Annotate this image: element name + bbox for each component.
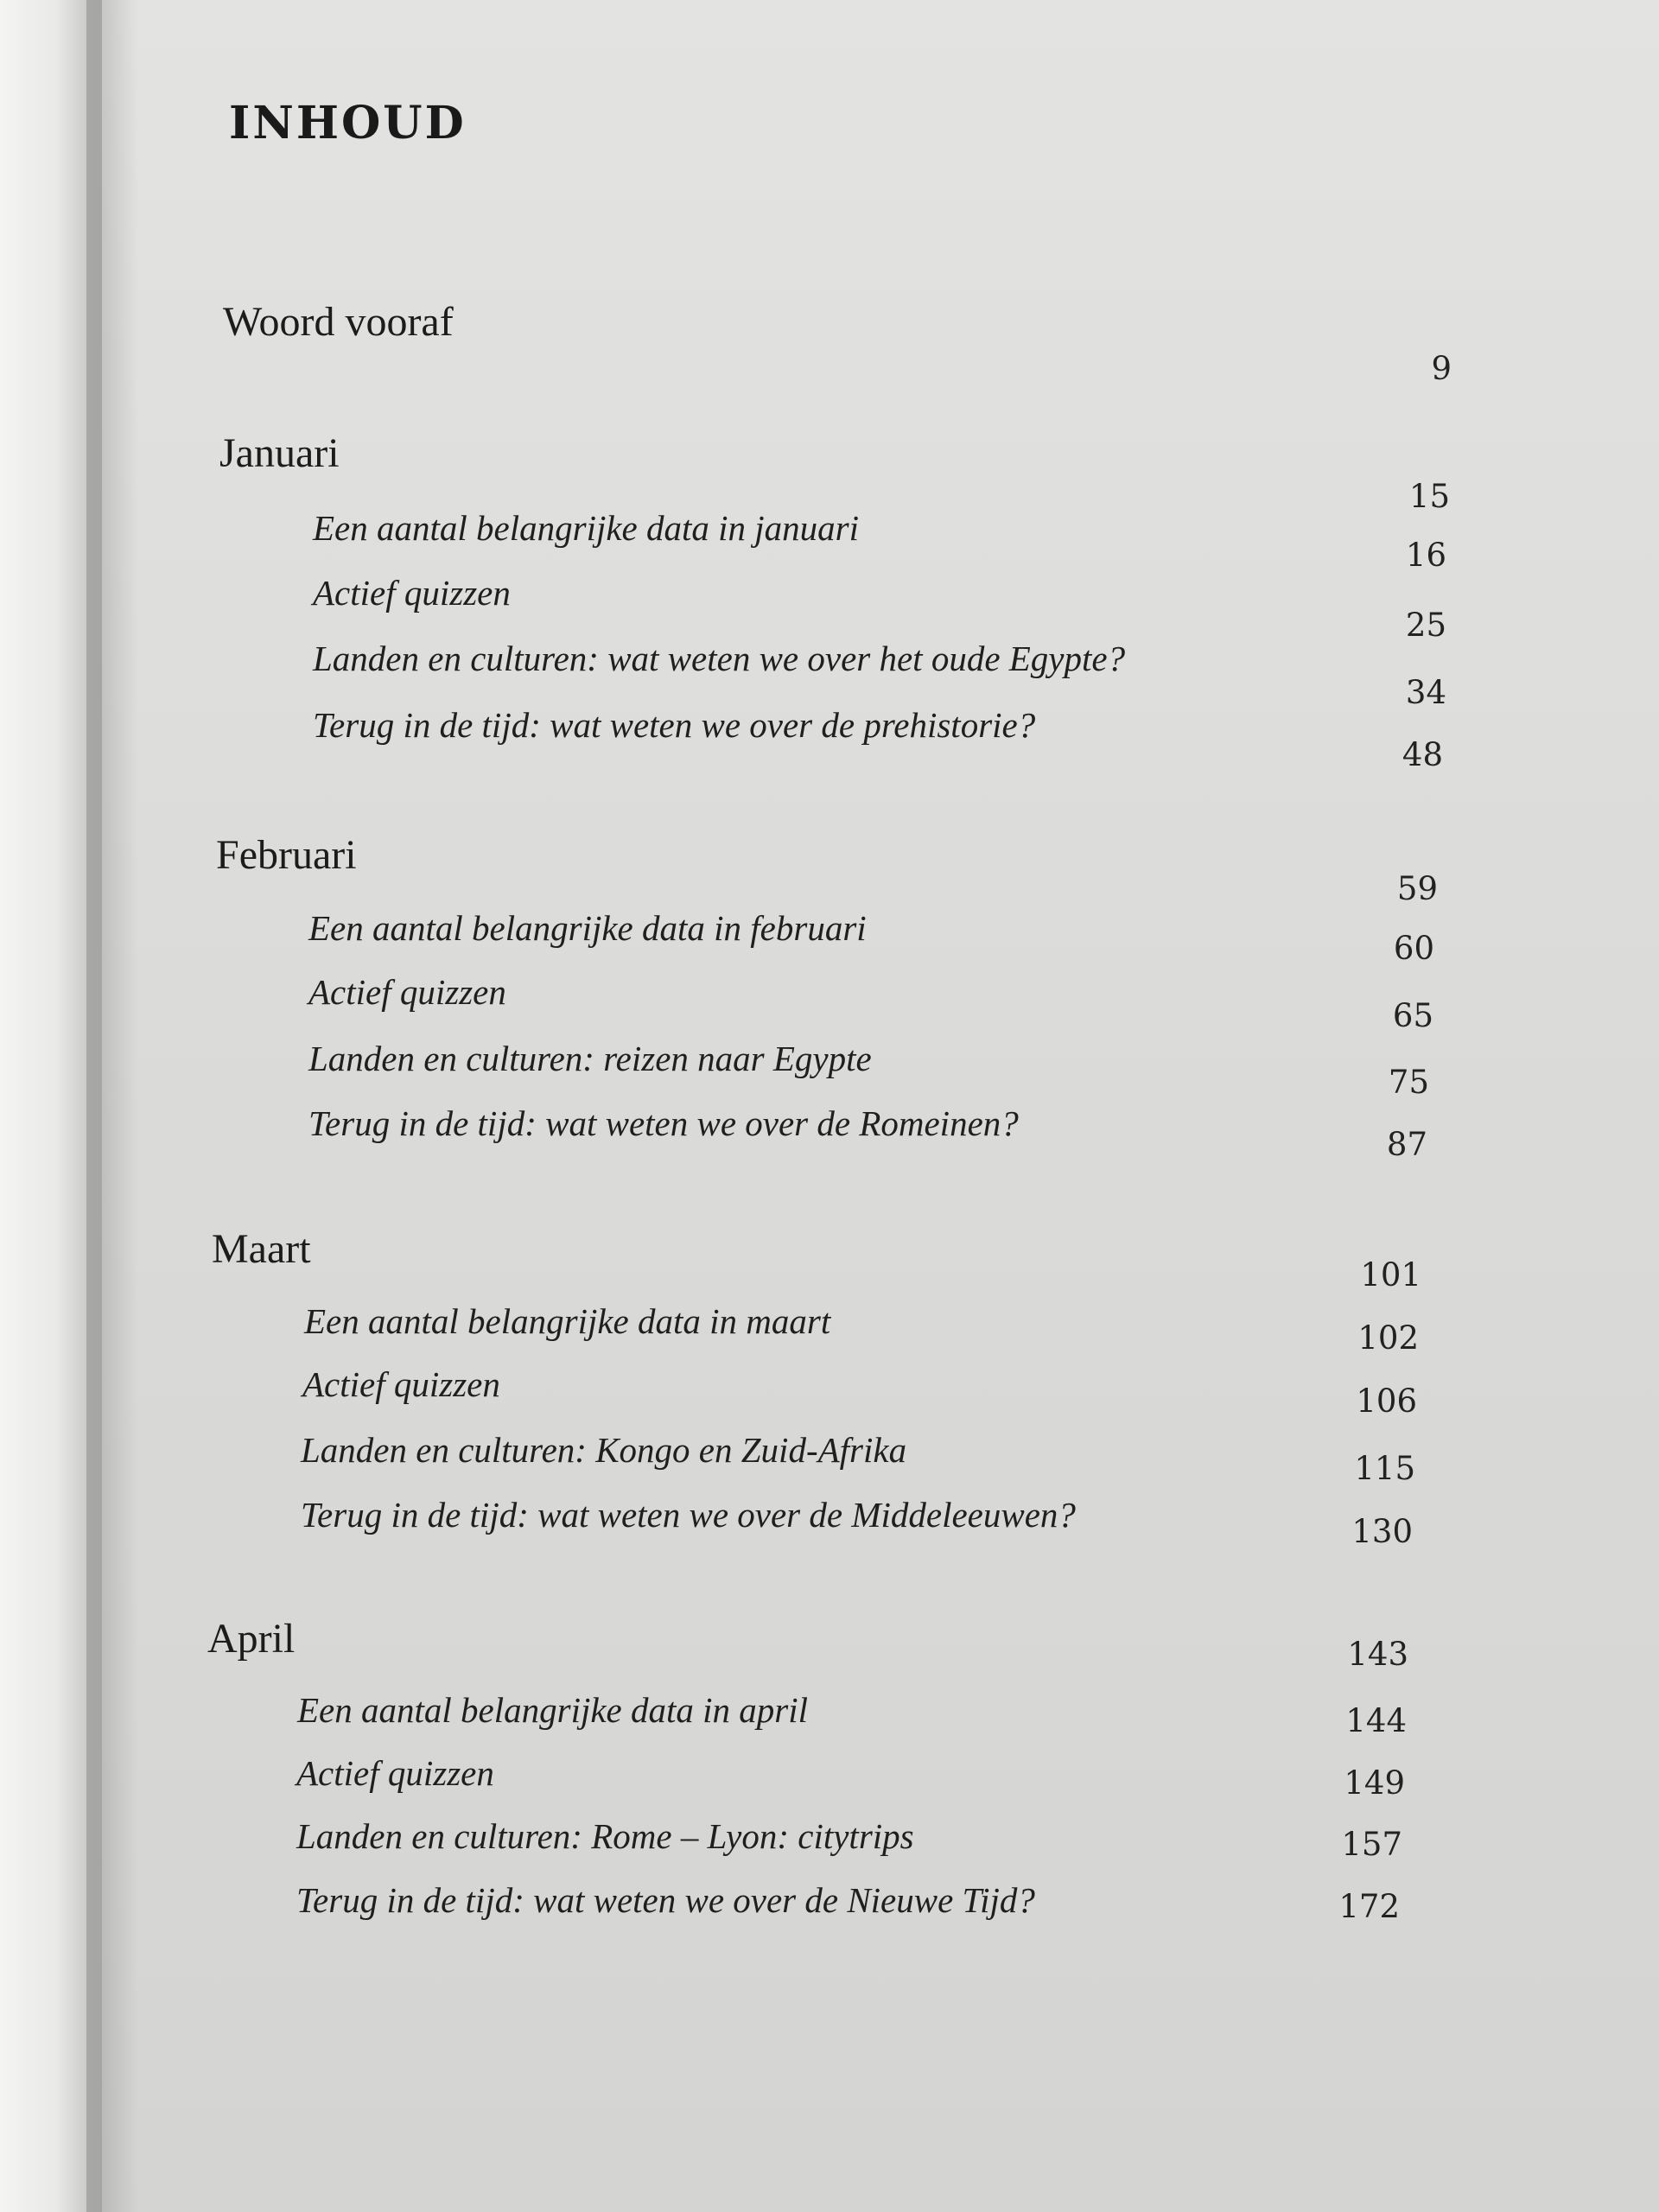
toc-entry-page: 102 — [1357, 1319, 1419, 1357]
toc-entry — [296, 1752, 1405, 1804]
toc-entry — [302, 1363, 1417, 1420]
toc-entry-title: Terug in de tijd: wat weten we over de Nieuwe Tijd? — [296, 1880, 1035, 1920]
toc-entry — [308, 907, 1434, 967]
toc-entry-title: Een aantal belangrijke data in januari — [313, 508, 860, 548]
toc-entry — [296, 1815, 1402, 1867]
toc-entry-page: 144 — [1345, 1702, 1407, 1739]
toc-entry-title: Terug in de tijd: wat weten we over de Romeinen? — [308, 1103, 1019, 1143]
toc-entry-page: 172 — [1338, 1888, 1400, 1925]
toc-entry — [313, 572, 1446, 644]
toc-entry-title: Landen en culturen: reizen naar Egypte — [308, 1039, 872, 1078]
toc-entry-page: 106 — [1356, 1382, 1417, 1420]
toc-section-title: April — [207, 1616, 296, 1662]
toc-section-maart — [212, 1225, 1421, 1294]
toc-entry — [313, 507, 1446, 574]
toc-entry-title: Landen en culturen: Rome – Lyon: citytrips — [296, 1816, 914, 1856]
toc-entry-page: 149 — [1344, 1764, 1405, 1802]
toc-section-page: 15 — [1408, 478, 1450, 515]
toc-entry — [308, 1038, 1429, 1101]
toc-entry-title: Landen en culturen: Kongo en Zuid-Afrika — [301, 1430, 907, 1470]
toc-section-april — [207, 1615, 1408, 1673]
toc-entry — [308, 1103, 1427, 1163]
toc-entry-title: Actief quizzen — [313, 573, 511, 613]
toc-entry-title: Terug in de tijd: wat weten we over de Middeleeuwen? — [301, 1495, 1076, 1535]
toc-section-title: Maart — [212, 1226, 311, 1272]
toc-foreword — [223, 298, 1452, 387]
toc-entry-page: 87 — [1386, 1126, 1427, 1163]
toc-entry-page: 48 — [1402, 736, 1443, 773]
toc-entry — [296, 1879, 1400, 1931]
toc-entry-title: Actief quizzen — [296, 1753, 494, 1793]
toc-entry-title: Een aantal belangrijke data in maart — [304, 1301, 831, 1341]
toc-entry — [301, 1494, 1413, 1550]
toc-entry-page: 65 — [1392, 997, 1433, 1034]
toc-entry-page: 25 — [1405, 607, 1446, 644]
toc-section-februari — [216, 831, 1438, 907]
toc-entry-page: 60 — [1393, 930, 1434, 967]
toc-entry — [308, 971, 1433, 1034]
toc-section-title: Februari — [216, 832, 357, 878]
toc-entry-title: Een aantal belangrijke data in februari — [308, 908, 867, 948]
toc-entry-page: 115 — [1354, 1450, 1415, 1487]
toc-entry-title: Een aantal belangrijke data in april — [297, 1690, 809, 1730]
toc-entry — [301, 1429, 1415, 1487]
toc-entry-page: 75 — [1388, 1064, 1429, 1101]
toc-section-title: Januari — [219, 430, 340, 476]
page-gutter-shadow — [86, 0, 138, 2212]
toc-entry — [313, 704, 1443, 773]
toc-section-page: 101 — [1360, 1256, 1421, 1294]
toc-entry-title: Landen en culturen: wat weten we over het oude Egypte? — [313, 639, 1126, 678]
toc-entry-page: 16 — [1405, 537, 1446, 574]
toc-entry — [313, 638, 1446, 711]
toc-section-januari — [219, 429, 1450, 515]
toc-foreword-title: Woord vooraf — [223, 299, 454, 345]
toc-entry-title: Actief quizzen — [302, 1364, 500, 1404]
toc-entry-page: 130 — [1351, 1513, 1413, 1550]
toc-entry — [304, 1300, 1419, 1357]
toc-foreword-page: 9 — [1431, 350, 1452, 387]
toc-entry-title: Terug in de tijd: wat weten we over de prehistorie? — [313, 705, 1036, 745]
toc-entry — [297, 1689, 1407, 1741]
toc-section-page: 59 — [1396, 870, 1438, 907]
toc-entry-page: 34 — [1405, 674, 1446, 711]
toc-entry-title: Actief quizzen — [308, 972, 506, 1012]
toc-heading: INHOUD — [229, 97, 467, 149]
toc-entry-page: 157 — [1341, 1826, 1402, 1863]
toc-section-page: 143 — [1347, 1636, 1408, 1673]
